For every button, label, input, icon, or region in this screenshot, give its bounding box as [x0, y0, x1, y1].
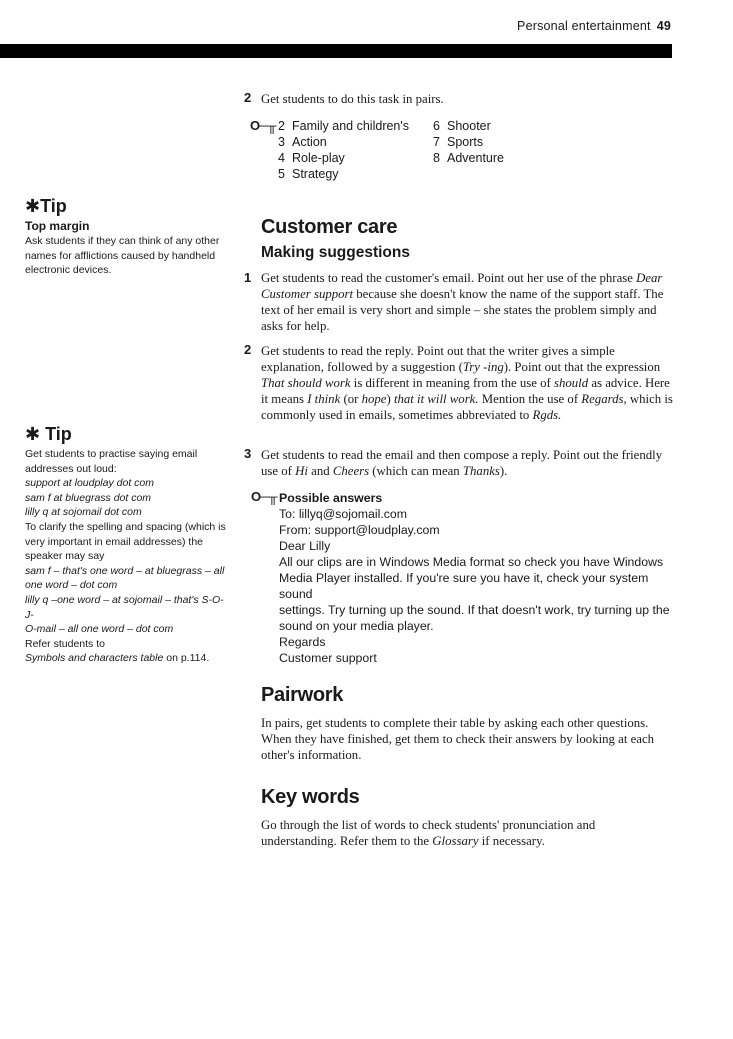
- tip-line: sam f at bluegrass dot com: [25, 491, 152, 504]
- tip-line: Ask students if they can think of any other: [25, 235, 220, 247]
- asterisk-icon: ✱: [25, 424, 41, 444]
- tip-line: lilly q –one word – at sojomail – that's S-O-J-: [25, 593, 224, 621]
- answer-line: Customer support: [279, 651, 377, 665]
- section-title: Personal entertainment: [517, 19, 651, 33]
- tip-box-email: [25, 424, 230, 666]
- tip-line: electronic devices.: [25, 264, 112, 277]
- task-number: 2: [244, 90, 252, 105]
- tip-line: support at loudplay dot com: [25, 477, 154, 490]
- answer-line: Regards: [279, 635, 326, 649]
- tip-heading: ✱ Tip: [25, 424, 72, 444]
- header-bar: [0, 44, 672, 58]
- section-heading-pairwork: Pairwork: [261, 684, 344, 706]
- answer-item: 8 Adventure: [433, 151, 504, 165]
- tip-line: Get students to practise saying email: [25, 448, 198, 460]
- tip-line: addresses out loud:: [25, 462, 117, 475]
- tip-line: O-mail – all one word – dot com: [25, 623, 174, 636]
- answer-item: 4 Role-play: [278, 151, 345, 165]
- answer-line: Media Player installed. If you're sure you have it, check your system sound: [279, 571, 649, 601]
- answer-item: 7 Sports: [433, 135, 484, 149]
- customer-care-item-1: Get students to read the customer's email. Point out her use of the phrase Dear Customer support because she doesn't know the name of the support staff. The text of her email is very short and simple – she states the problem simply and asks for help.: [261, 271, 664, 333]
- answer-item: 6 Shooter: [433, 119, 491, 133]
- answer-line: All our clips are in Windows Media format so check you have Windows: [279, 555, 664, 569]
- tip-heading: ✱Tip: [25, 196, 67, 216]
- answer-line: From: support@loudplay.com: [279, 523, 440, 537]
- item-number: 3: [244, 446, 252, 461]
- key-icon: O─╥: [251, 489, 277, 504]
- tip-line: lilly q at sojomail dot com: [25, 506, 142, 519]
- tip-box-top-margin: [25, 196, 230, 278]
- answer-item: 2 Family and children's: [278, 119, 410, 133]
- section-heading-key-words: Key words: [261, 786, 360, 808]
- page-number: 49: [656, 19, 671, 33]
- asterisk-icon: ✱: [25, 196, 41, 216]
- key-words-text: Go through the list of words to check students' pronunciation and understanding. Refer them to the Glossary if necessary.: [261, 818, 596, 848]
- tip-line: names for afflictions caused by handheld: [25, 249, 216, 262]
- section-heading-customer-care: Customer care: [261, 216, 398, 238]
- answers-column-2: [433, 118, 587, 166]
- item-number: 2: [244, 342, 252, 357]
- answers-column-1: [278, 118, 432, 182]
- answer-item: 3 Action: [278, 135, 327, 149]
- tip-line: speaker may say: [25, 550, 105, 563]
- subheading-making-suggestions: Making suggestions: [261, 244, 410, 261]
- key-icon: O─╥: [250, 118, 276, 133]
- tip-line: one word – dot com: [25, 579, 118, 592]
- answer-line: settings. Try turning up the sound. If that doesn't work, try turning up the: [279, 603, 670, 617]
- tip-line: Symbols and characters table on p.114.: [25, 652, 210, 665]
- tip-line: very important in email addresses) the: [25, 535, 203, 548]
- possible-answers: [279, 490, 679, 666]
- answer-item: 5 Strategy: [278, 167, 339, 181]
- customer-care-item-2: Get students to read the reply. Point out that the writer gives a simple explanation, followed by a suggestion (Try -ing). Point out that the expression That should work is different in meaning from the use of should as advice. Here it means I think (or hope) that it will work. Mention the use of Regards, which is commonly used in emails, sometimes abbreviated to Rgds.: [261, 344, 673, 422]
- pairwork-text: In pairs, get students to complete their table by asking each other questions. When they have finished, get them to check their answers by looking at each other's information.: [261, 716, 655, 762]
- tip-line: To clarify the spelling and spacing (which is: [25, 520, 226, 533]
- answer-line: To: lillyq@sojomail.com: [279, 507, 407, 521]
- tip-line: Refer students to: [25, 637, 105, 650]
- task-text: Get students to do this task in pairs.: [261, 92, 444, 106]
- tip-line: sam f – that's one word – at bluegrass – all: [25, 564, 225, 577]
- possible-answers-heading: Possible answers: [279, 491, 383, 505]
- running-head: [517, 19, 671, 33]
- answer-line: sound on your media player.: [279, 619, 434, 633]
- customer-care-item-3: Get students to read the email and then compose a reply. Point out the friendly use of Hi and Cheers (which can mean Thanks).: [261, 448, 663, 478]
- tip-subheading: Top margin: [25, 219, 90, 233]
- answer-line: Dear Lilly: [279, 539, 331, 553]
- item-number: 1: [244, 270, 252, 285]
